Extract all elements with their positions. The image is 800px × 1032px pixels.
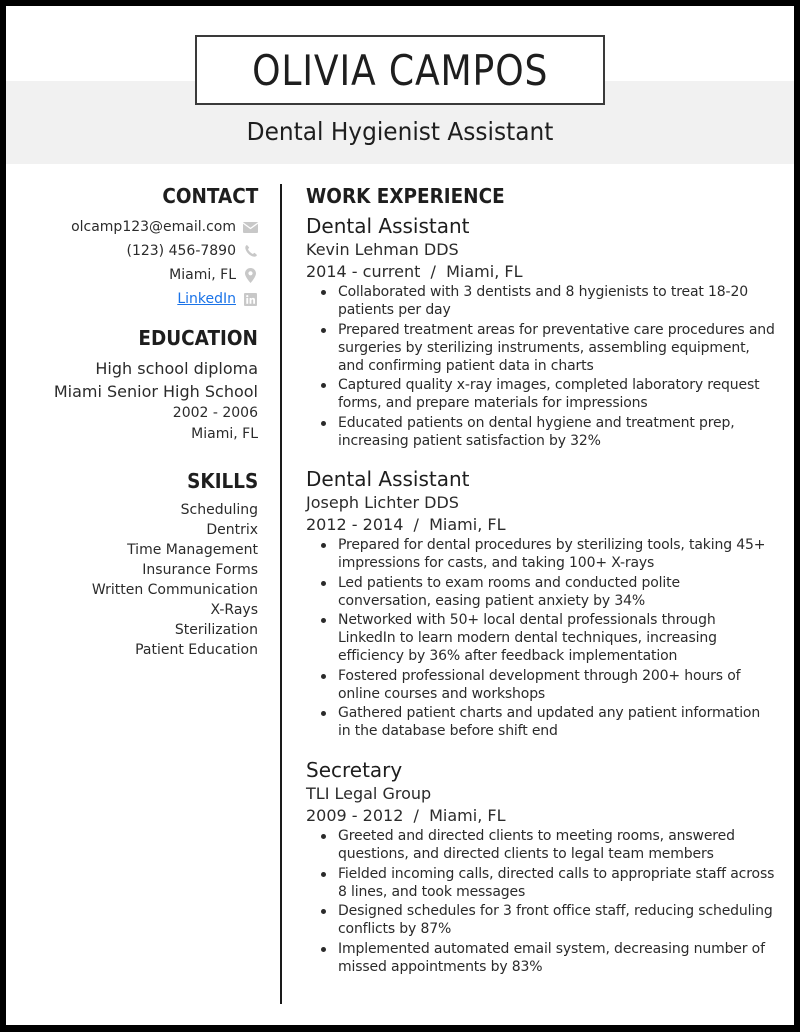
skill-item: Dentrix	[206, 522, 258, 538]
job-role: Dental Assistant	[306, 467, 470, 491]
work-experience-heading: WORK EXPERIENCE	[306, 184, 505, 208]
envelope-icon	[243, 220, 258, 235]
job-role: Secretary	[306, 758, 403, 782]
contact-location	[71, 263, 258, 287]
bullet-item: Captured quality x-ray images, completed laboratory request forms, and prepare materials for impressions	[338, 376, 776, 412]
column-divider	[280, 184, 282, 1004]
contact-phone	[71, 239, 258, 263]
education-degree: High school diploma	[95, 359, 258, 378]
phone-text: (123) 456-7890	[126, 243, 236, 259]
job-title: Dental Hygienist Assistant	[246, 117, 554, 146]
contact-heading: CONTACT	[162, 184, 258, 208]
bullet-item: Collaborated with 3 dentists and 8 hygienists to treat 18-20 patients per day	[338, 283, 776, 319]
bullet-item: Networked with 50+ local dental professionals through LinkedIn to learn modern dental techniques, increasing efficiency by 36% after feedback implementation	[338, 611, 776, 665]
job-dates-location: 2012 - 2014 / Miami, FL	[306, 515, 506, 534]
linkedin-link[interactable]: LinkedIn	[177, 291, 236, 307]
email-text: olcamp123@email.com	[71, 219, 236, 235]
location-text: Miami, FL	[169, 267, 236, 283]
contact-list	[71, 215, 258, 311]
bullet-item: Implemented automated email system, decreasing number of missed appointments by 83%	[338, 940, 776, 976]
education-school: Miami Senior High School	[53, 382, 258, 401]
bullet-item: Prepared treatment areas for preventative care procedures and surgeries by sterilizing instruments, assembling equipment, and confirming patient data in charts	[338, 321, 775, 374]
skill-item: Patient Education	[135, 642, 258, 658]
education-years: 2002 - 2006	[172, 405, 258, 421]
job-entry	[306, 466, 776, 742]
candidate-name: OLIVIA CAMPOS	[251, 45, 549, 95]
resume-page	[6, 6, 794, 1025]
job-entry	[306, 213, 776, 451]
skill-item: Sterilization	[174, 622, 258, 638]
bullet-item: Prepared for dental procedures by sterilizing tools, taking 45+ impressions for casts, and taking 100+ X-rays	[338, 536, 776, 572]
bullet-item: Led patients to exam rooms and conducted polite conversation, easing patient anxiety by 34%	[338, 574, 776, 610]
bullet-item: Fielded incoming calls, directed calls to appropriate staff across 8 lines, and took messages	[338, 865, 775, 900]
job-company: Joseph Lichter DDS	[306, 493, 459, 512]
bullet-item: Gathered patient charts and updated any patient information in the database before shift end	[338, 704, 776, 740]
education-heading: EDUCATION	[138, 326, 258, 350]
skills-heading: SKILLS	[186, 469, 258, 493]
skill-item: Time Management	[127, 542, 258, 558]
bullet-item: Fostered professional development through 200+ hours of online courses and workshops	[338, 667, 776, 703]
bullet-item: Designed schedules for 3 front office staff, reducing scheduling conflicts by 87%	[338, 902, 776, 938]
map-pin-icon	[243, 268, 258, 283]
job-dates-location: 2014 - current / Miami, FL	[306, 262, 523, 281]
job-entry	[306, 757, 776, 977]
skill-item: Insurance Forms	[142, 562, 258, 578]
job-dates-location: 2009 - 2012 / Miami, FL	[306, 806, 506, 825]
job-bullets	[306, 536, 776, 740]
skills-list	[92, 500, 258, 660]
skill-item: X-Rays	[210, 602, 258, 618]
bullet-item: Greeted and directed clients to meeting rooms, answered questions, and directed clients to legal team members	[338, 827, 776, 863]
education-location: Miami, FL	[191, 426, 258, 442]
name-box	[195, 35, 605, 105]
skill-item: Scheduling	[180, 502, 258, 518]
education-block	[54, 357, 258, 445]
job-company: Kevin Lehman DDS	[306, 240, 459, 259]
contact-linkedin	[71, 287, 258, 311]
job-bullets	[306, 283, 776, 450]
skill-item: Written Communication	[91, 582, 258, 598]
phone-icon	[243, 244, 258, 259]
job-bullets	[306, 827, 776, 976]
job-role: Dental Assistant	[306, 214, 470, 238]
linkedin-icon	[243, 292, 258, 307]
job-company: TLI Legal Group	[306, 784, 432, 803]
contact-email	[71, 215, 258, 239]
bullet-item: Educated patients on dental hygiene and treatment prep, increasing patient satisfaction by 32%	[338, 414, 776, 450]
